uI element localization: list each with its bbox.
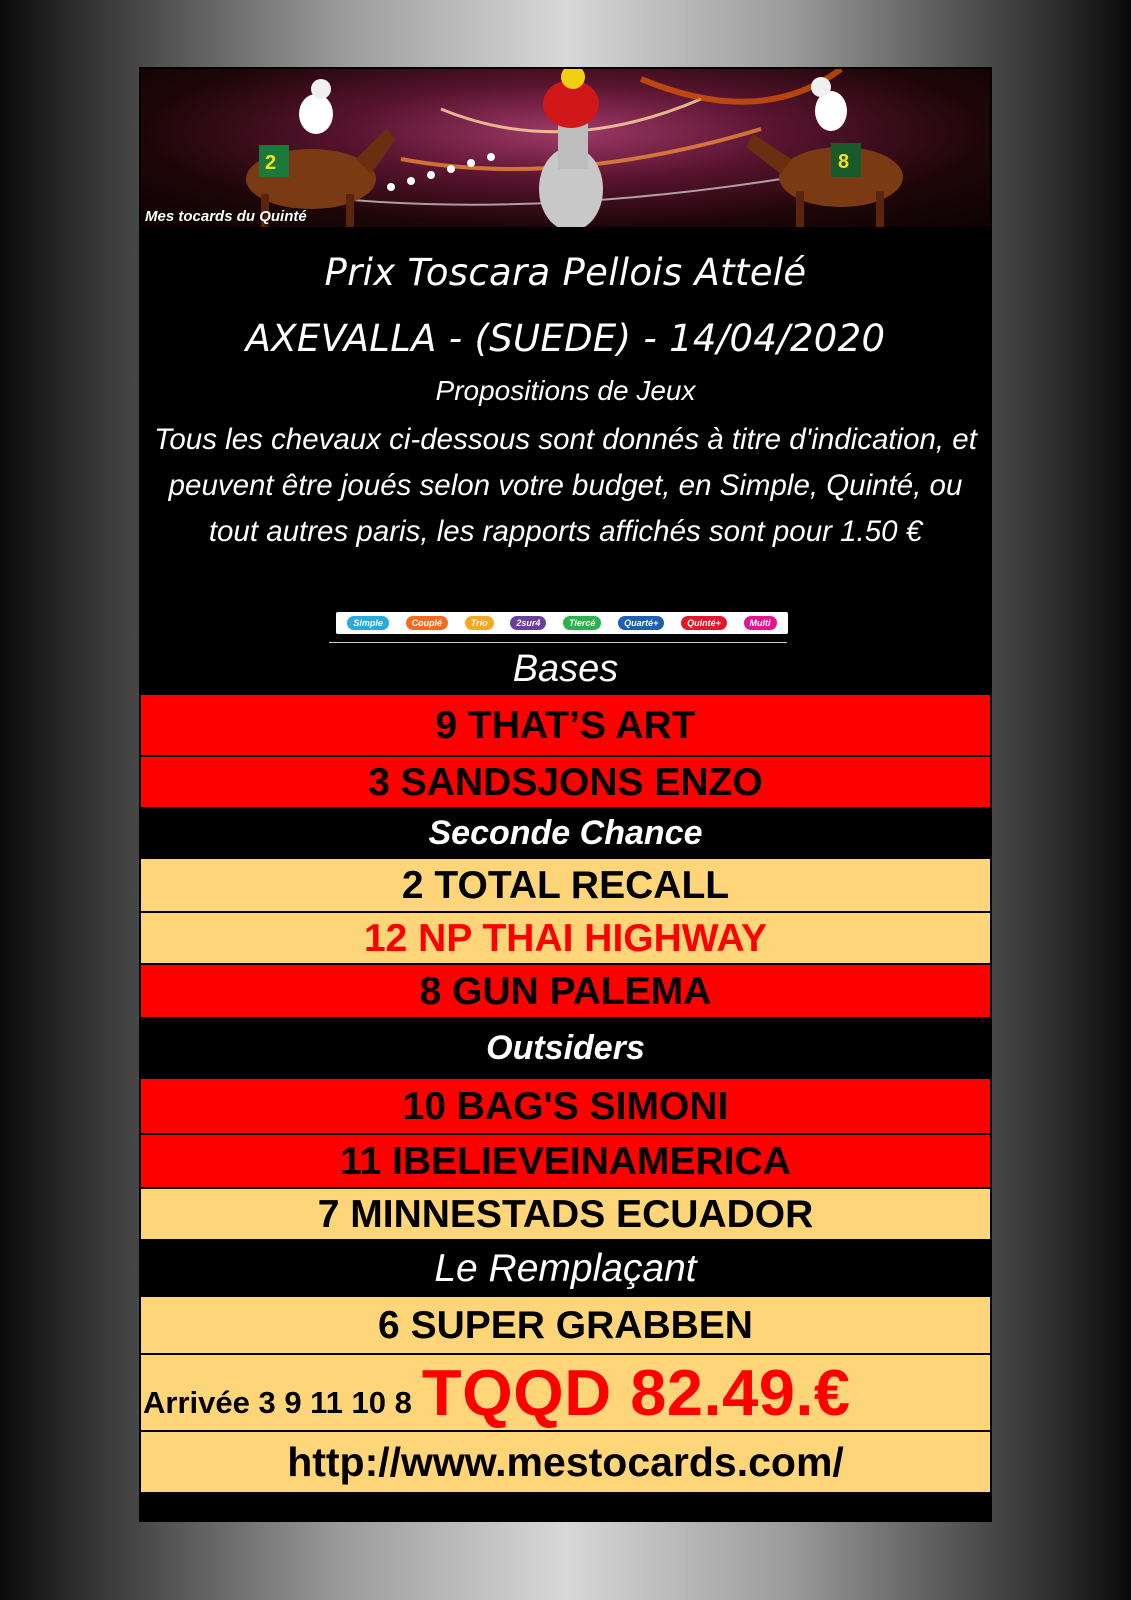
second-chance-horse-1: 2 TOTAL RECALL — [141, 859, 990, 911]
bet-type-simple: Simple — [347, 616, 389, 630]
racing-banner-image — [141, 69, 990, 227]
bet-type-quinte: Quinté+ — [681, 616, 727, 630]
banner-caption: Mes tocards du Quinté — [145, 208, 307, 225]
base-horse-2: 3 SANDSJONS ENZO — [141, 755, 990, 807]
bet-type-trio: Trio — [465, 616, 494, 630]
arrival-label: Arrivée 3 9 11 10 8 — [143, 1384, 412, 1420]
outsider-horse-1: 10 BAG'S SIMONI — [141, 1079, 990, 1133]
bet-type-2sur4: 2sur4 — [510, 616, 546, 630]
propositions-heading: Propositions de Jeux — [435, 375, 696, 406]
tips-card — [139, 67, 992, 1522]
header-banner — [141, 69, 990, 227]
section-outsiders: Outsiders — [141, 1017, 990, 1079]
outsider-horse-3: 7 MINNESTADS ECUADOR — [141, 1187, 990, 1239]
bet-type-multi: Multi — [744, 616, 777, 630]
base-horse-1: 9 THAT’S ART — [141, 695, 990, 755]
second-chance-horse-3: 8 GUN PALEMA — [141, 963, 990, 1017]
arrival-bar — [141, 1353, 990, 1430]
left-horse-number: 2 — [265, 152, 277, 174]
bet-types-strip — [336, 612, 788, 634]
bet-type-couple: Couplé — [406, 616, 449, 630]
section-bases: Bases — [141, 643, 990, 695]
race-name: Prix Toscara Pellois Attelé — [324, 251, 807, 294]
bet-type-tierce: Tiercé — [563, 616, 601, 630]
bet-type-quarte: Quarté+ — [618, 616, 664, 630]
website-link[interactable]: http://www.mestocards.com/ — [141, 1430, 990, 1492]
arrival-result: TQQD 82.49.€ — [421, 1356, 851, 1429]
outsider-horse-2: 11 IBELIEVEINAMERICA — [141, 1133, 990, 1187]
disclaimer-text: Tous les chevaux ci-dessous sont donnés à titre d'indication, et peuvent être joués selon votre budget, en Simple, Quinté, ou tout autres paris, les rapports affichés sont pour 1.50 € — [154, 423, 977, 548]
right-horse-number: 8 — [838, 151, 850, 173]
section-remplacant: Le Remplaçant — [141, 1239, 990, 1297]
replacement-horse: 6 SUPER GRABBEN — [141, 1297, 990, 1353]
race-location-date: AXEVALLA - (SUEDE) - 14/04/2020 — [245, 317, 886, 360]
second-chance-horse-2: 12 NP THAI HIGHWAY — [141, 911, 990, 963]
section-seconde-chance: Seconde Chance — [141, 807, 990, 859]
